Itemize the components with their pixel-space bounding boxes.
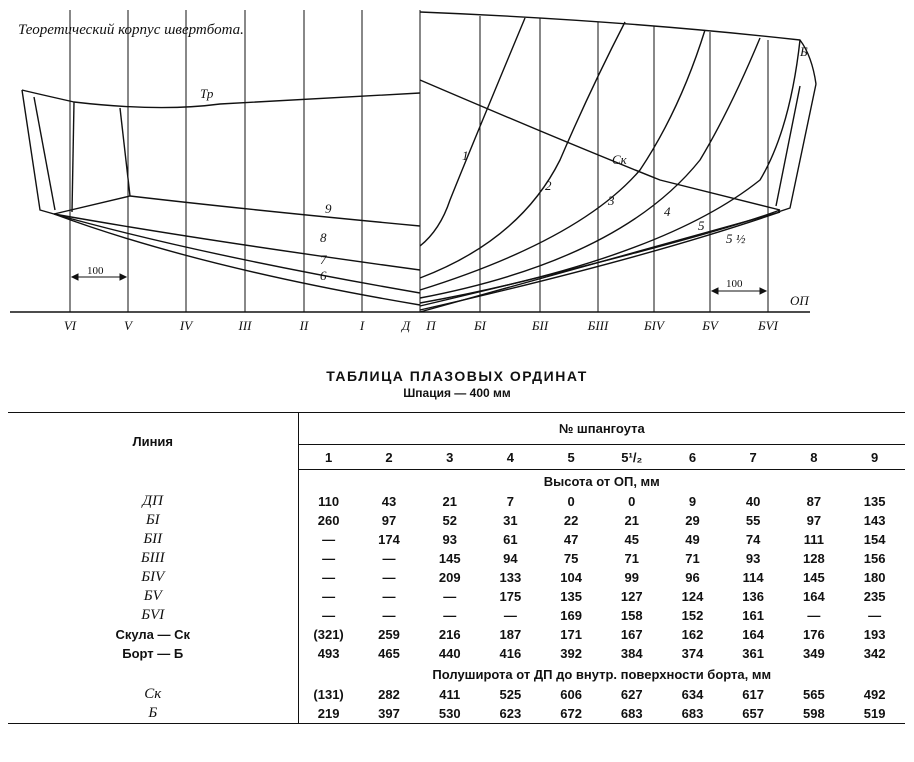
row-label: БVI (8, 606, 298, 625)
table-cell: 162 (681, 627, 704, 642)
section-title: Высота от ОП, мм (543, 473, 660, 489)
table-cell: 111 (803, 532, 824, 547)
table-cell: 124 (681, 589, 704, 604)
table-cell: 40 (745, 494, 761, 509)
row-label: ДП (8, 492, 298, 511)
station-labels (64, 318, 779, 333)
table-cell: 71 (685, 551, 700, 566)
table-cell: 135 (560, 589, 582, 604)
frame-number: 3 (419, 445, 480, 470)
table-cell: (131) (313, 687, 344, 702)
table-cell: 259 (378, 627, 400, 642)
table-cell: 31 (503, 513, 518, 528)
row-label: БV (8, 587, 298, 606)
label-buttock-5-5: 5 ½ (726, 231, 746, 246)
table-cell: 29 (685, 513, 700, 528)
table-cell: — (322, 589, 336, 604)
table-row (8, 511, 905, 530)
table-cell: 145 (438, 551, 461, 566)
table-cell: 45 (624, 532, 640, 547)
table-cell: 47 (563, 532, 579, 547)
table-cell: — (382, 570, 396, 585)
frame-number: 5¹/₂ (601, 445, 662, 470)
table-cell: 21 (624, 513, 640, 528)
frame-header: № шпангоута (298, 413, 905, 445)
table-title: ТАБЛИЦА ПЛАЗОВЫХ ОРДИНАТ (326, 368, 588, 384)
station-label: II (299, 318, 309, 333)
station-label: I (359, 318, 365, 333)
row-label: БIII (8, 549, 298, 568)
label-buttock-3: 3 (608, 193, 615, 208)
table-cell: 219 (298, 704, 359, 724)
table-cell: 75 (563, 551, 579, 566)
table-cell: 61 (503, 532, 518, 547)
drawing-caption: Теоретический корпус швертбота. (18, 22, 244, 38)
table-row (8, 606, 905, 625)
buttock-label: БVI (758, 318, 778, 333)
frame-number: 6 (662, 445, 723, 470)
table-cell: 374 (681, 646, 704, 661)
table-cell: 55 (745, 513, 761, 528)
table-cell: 169 (560, 608, 582, 623)
table-cell: — (868, 608, 882, 623)
station-label: IV (179, 318, 193, 333)
label-dim-left: 100 (87, 265, 104, 277)
label-sheer: Б (800, 44, 808, 59)
table-cell: 260 (317, 513, 340, 528)
table-cell: 672 (541, 704, 602, 724)
table-cell: — (443, 608, 457, 623)
table-cell: 617 (742, 687, 764, 702)
table-cell: 530 (419, 704, 480, 724)
frame-number: 4 (480, 445, 541, 470)
table-row (8, 625, 905, 644)
table-cell: 145 (802, 570, 825, 585)
row-label: БI (8, 511, 298, 530)
table-cell: 52 (442, 513, 457, 528)
table-cell: 110 (318, 494, 340, 509)
table-cell: — (382, 551, 396, 566)
table-cell: 74 (745, 532, 761, 547)
frame-number: 8 (784, 445, 845, 470)
table-cell: 175 (499, 589, 522, 604)
row-label: Скула — Ск (8, 625, 298, 644)
table-cell: 216 (438, 627, 461, 642)
row-label: Ск (8, 685, 298, 704)
table-cell: — (443, 589, 457, 604)
table-row (8, 492, 905, 511)
table-cell: 193 (863, 627, 886, 642)
table-cell: 94 (503, 551, 518, 566)
body-plan-aft (22, 90, 420, 305)
label-dim-right: 100 (726, 278, 743, 290)
table-row (8, 549, 905, 568)
section-title: Полуширота от ДП до внутр. поверхности борта, мм (432, 666, 772, 682)
table-cell: 349 (802, 646, 825, 661)
table-cell: 158 (620, 608, 643, 623)
label-buttock-4: 4 (664, 204, 671, 219)
table-cell: 598 (784, 704, 845, 724)
buttock-label: П (426, 318, 436, 333)
table-cell: 397 (359, 704, 420, 724)
line-header: Линия (8, 413, 298, 470)
row-label: БIV (8, 568, 298, 587)
table-cell: 127 (620, 589, 643, 604)
buttock-label: БII (531, 318, 549, 333)
table-cell: 164 (742, 627, 764, 642)
hull-lines-drawing (0, 0, 914, 345)
table-cell: 171 (560, 627, 582, 642)
table-cell: 161 (742, 608, 764, 623)
station-label: Д (401, 318, 411, 333)
table-cell: 22 (563, 513, 579, 528)
table-cell: 174 (378, 532, 400, 547)
table-cell: 156 (863, 551, 886, 566)
station-label: III (238, 318, 252, 333)
table-cell: 114 (742, 570, 764, 585)
table-cell: 683 (601, 704, 662, 724)
table-cell: 135 (863, 494, 886, 509)
table-cell: 440 (438, 646, 461, 661)
row-label: Борт — Б (8, 644, 298, 663)
table-row (8, 568, 905, 587)
label-wl-6: 6 (320, 268, 327, 283)
station-label: V (124, 318, 132, 333)
row-label: БII (8, 530, 298, 549)
table-cell: 133 (499, 570, 522, 585)
table-cell: 235 (863, 589, 886, 604)
table-cell: 683 (662, 704, 723, 724)
table-cell: 176 (802, 627, 825, 642)
table-row (8, 587, 905, 606)
table-cell: 96 (685, 570, 700, 585)
offsets-table (8, 412, 905, 724)
buttock-label: БI (474, 318, 486, 333)
table-cell: — (322, 532, 336, 547)
table-cell: 416 (499, 646, 522, 661)
table-cell: 154 (863, 532, 886, 547)
table-cell: — (322, 608, 336, 623)
buttock-label: БIII (587, 318, 609, 333)
label-wl-7: 7 (320, 252, 327, 267)
table-cell: 361 (742, 646, 764, 661)
table-cell: 93 (442, 532, 457, 547)
table-cell: 392 (560, 646, 582, 661)
label-transom: Тр (200, 86, 214, 101)
table-cell: 136 (742, 589, 764, 604)
frame-number: 7 (723, 445, 784, 470)
table-cell: 71 (624, 551, 640, 566)
table-cell: 164 (802, 589, 825, 604)
table-cell: 104 (560, 570, 582, 585)
table-cell: — (322, 570, 336, 585)
label-baseline: ОП (790, 293, 809, 308)
frame-number: 5 (541, 445, 602, 470)
table-cell: 411 (439, 687, 461, 702)
table-cell: 152 (681, 608, 704, 623)
table-cell: 167 (620, 627, 643, 642)
frame-number: 1 (298, 445, 359, 470)
table-cell: 97 (381, 513, 397, 528)
table-cell: 209 (438, 570, 461, 585)
table-cell: 49 (685, 532, 700, 547)
label-chine: Ск (612, 152, 627, 167)
table-cell: 180 (863, 570, 886, 585)
table-cell: — (503, 608, 517, 623)
table-cell: — (382, 589, 396, 604)
table-cell: 128 (802, 551, 825, 566)
table-cell: 93 (745, 551, 761, 566)
table-cell: 493 (317, 646, 340, 661)
station-grid (70, 10, 768, 312)
table-cell: 7 (506, 494, 515, 509)
table-cell: 21 (442, 494, 457, 509)
buttock-label: БV (702, 318, 718, 333)
table-cell: 87 (806, 494, 822, 509)
table-cell: — (807, 608, 821, 623)
table-cell: 525 (499, 687, 522, 702)
table-cell: 187 (499, 627, 522, 642)
table-row (8, 704, 905, 724)
table-cell: 606 (560, 687, 582, 702)
frame-number: 9 (844, 445, 905, 470)
table-cell: — (382, 608, 396, 623)
table-cell: 657 (723, 704, 784, 724)
table-cell: 97 (806, 513, 822, 528)
frame-number: 2 (359, 445, 420, 470)
label-wl-9: 9 (325, 201, 332, 216)
table-cell: 342 (863, 646, 886, 661)
table-cell: 43 (381, 494, 397, 509)
table-cell: 384 (620, 646, 643, 661)
table-cell: 492 (863, 687, 886, 702)
table-cell: 465 (378, 646, 400, 661)
table-cell: 99 (624, 570, 640, 585)
station-label: VI (63, 318, 77, 333)
label-buttock-1: 1 (462, 148, 469, 163)
table-cell: 565 (802, 687, 825, 702)
table-subtitle: Шпация — 400 мм (403, 386, 511, 400)
table-cell: 9 (688, 494, 697, 509)
table-cell: 0 (567, 494, 575, 509)
table-cell: — (322, 551, 336, 566)
label-buttock-5: 5 (698, 218, 705, 233)
table-cell: 623 (480, 704, 541, 724)
table-row (8, 644, 905, 663)
buttock-label: БIV (644, 318, 664, 333)
table-row (8, 685, 905, 704)
table-cell: (321) (313, 627, 344, 642)
table-cell: 143 (863, 513, 886, 528)
table-row (8, 530, 905, 549)
table-cell: 282 (378, 687, 400, 702)
dimension-lines (72, 274, 766, 294)
label-buttock-2: 2 (545, 178, 552, 193)
table-cell: 519 (844, 704, 905, 724)
table-cell: 627 (620, 687, 643, 702)
table-cell: 0 (628, 494, 636, 509)
label-wl-8: 8 (320, 230, 327, 245)
table-cell: 634 (681, 687, 704, 702)
row-label: Б (8, 704, 298, 724)
